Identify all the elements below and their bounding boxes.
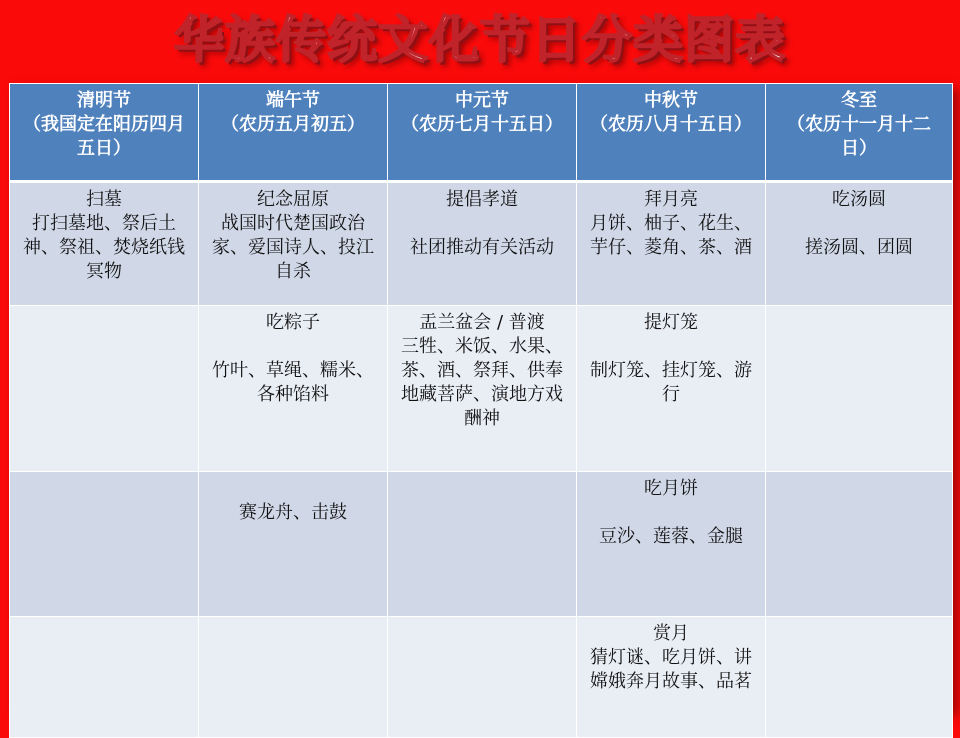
table-cell-empty bbox=[388, 472, 577, 617]
cell-body: 豆沙、莲蓉、金腿 bbox=[599, 526, 743, 547]
cell-body: 打扫墓地、祭后土神、祭祖、焚烧纸钱冥物 bbox=[23, 213, 185, 282]
cell-heading: 提倡孝道 bbox=[446, 189, 518, 210]
table-cell bbox=[577, 306, 766, 472]
cell-spacer bbox=[774, 212, 944, 236]
table-cell bbox=[577, 617, 766, 738]
header-name: 中元节 bbox=[455, 90, 509, 111]
cell-heading: 吃月饼 bbox=[644, 478, 698, 499]
table-cell bbox=[388, 182, 577, 306]
table-cell bbox=[199, 306, 388, 472]
slide-title: 华族传统文化节日分类图表 bbox=[174, 11, 786, 69]
header-zhongyuan bbox=[388, 84, 577, 182]
header-detail: （农历五月初五） bbox=[221, 114, 365, 135]
table-cell bbox=[199, 182, 388, 306]
table-cell-empty bbox=[766, 617, 953, 738]
cell-body: 战国时代楚国政治家、爱国诗人、投江自杀 bbox=[212, 213, 374, 282]
table-cell bbox=[199, 472, 388, 617]
table-row bbox=[10, 617, 953, 738]
cell-body: 三牲、米饭、水果、茶、酒、祭拜、供奉地藏菩萨、演地方戏酬神 bbox=[401, 336, 563, 429]
cell-spacer bbox=[207, 335, 379, 359]
table-cell bbox=[577, 182, 766, 306]
cell-spacer bbox=[585, 335, 757, 359]
cell-spacer bbox=[585, 501, 757, 525]
table-cell-empty bbox=[766, 472, 953, 617]
table-cell-empty bbox=[10, 306, 199, 472]
table-row bbox=[10, 182, 953, 306]
header-name: 冬至 bbox=[841, 90, 877, 111]
header-dongzhi bbox=[766, 84, 953, 182]
table-cell bbox=[766, 182, 953, 306]
table-cell-empty bbox=[388, 617, 577, 738]
header-duanwu bbox=[199, 84, 388, 182]
cell-body: 社团推动有关活动 bbox=[410, 237, 554, 258]
cell-heading: 盂兰盆会 / 普渡 bbox=[419, 312, 545, 333]
table-cell bbox=[577, 472, 766, 617]
cell-spacer bbox=[396, 212, 568, 236]
header-zhongqiu bbox=[577, 84, 766, 182]
cell-heading: 赏月 bbox=[653, 623, 689, 644]
cell-heading: 拜月亮 bbox=[644, 189, 698, 210]
cell-heading: 赛龙舟、击鼓 bbox=[239, 502, 347, 523]
table-cell bbox=[388, 306, 577, 472]
header-detail: （农历八月十五日） bbox=[590, 114, 752, 135]
cell-heading: 提灯笼 bbox=[644, 312, 698, 333]
table-cell-empty bbox=[10, 472, 199, 617]
cell-body: 制灯笼、挂灯笼、游行 bbox=[590, 360, 752, 405]
cell-body: 竹叶、草绳、糯米、各种馅料 bbox=[212, 360, 374, 405]
header-detail: （我国定在阳历四月五日） bbox=[23, 114, 185, 159]
table-cell-empty bbox=[10, 617, 199, 738]
table-row bbox=[10, 472, 953, 617]
cell-body: 搓汤圆、团圆 bbox=[805, 237, 913, 258]
header-name: 中秋节 bbox=[644, 90, 698, 111]
cell-heading: 吃粽子 bbox=[266, 312, 320, 333]
header-detail: （农历十一月十二日） bbox=[787, 114, 931, 159]
festival-table-container bbox=[9, 83, 952, 710]
header-name: 端午节 bbox=[266, 90, 320, 111]
table-cell-empty bbox=[766, 306, 953, 472]
header-row bbox=[10, 84, 953, 182]
cell-heading: 纪念屈原 bbox=[257, 189, 329, 210]
table-cell bbox=[10, 182, 199, 306]
cell-body: 猜灯谜、吃月饼、讲嫦娥奔月故事、品茗 bbox=[590, 647, 752, 692]
header-detail: （农历七月十五日） bbox=[401, 114, 563, 135]
header-qingming bbox=[10, 84, 199, 182]
table-cell-empty bbox=[199, 617, 388, 738]
cell-heading: 扫墓 bbox=[86, 189, 122, 210]
header-name: 清明节 bbox=[77, 90, 131, 111]
festival-table bbox=[9, 83, 953, 738]
cell-heading: 吃汤圆 bbox=[832, 189, 886, 210]
table-row bbox=[10, 306, 953, 472]
cell-body: 月饼、柚子、花生、芋仔、菱角、茶、酒 bbox=[590, 213, 752, 258]
